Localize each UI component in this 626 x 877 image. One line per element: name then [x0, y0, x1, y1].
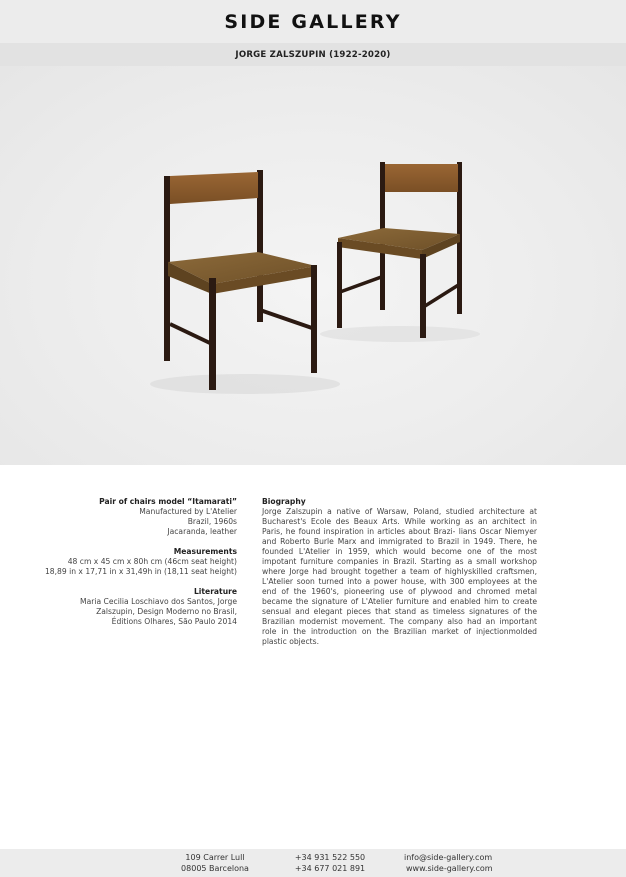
- phone-link[interactable]: +34 931 522 550: [294, 853, 366, 862]
- footer-contact: [404, 853, 514, 874]
- biography-text: Jorge Zalszupin a native of Warsaw, Poland, studied architecture at Bucharest's Ecole des Beaux Arts. While working as an architect in Paris, he found inspiration in articles about Brazi- lians Oscar Niemyer and Roberto Burle Marx and immigrated to Brazil in 1949. There, he founded L'Atelier in 1959, which would become one of the most impotant furniture companies in Brazil. Starting as a small workshop where Jorge had brought together a team of highlyskilled craftsmen, L'Atelier soon turned into a power house, with 300 employees at the end of the 1960's, pioneering use of plywood and chromed metal became the signature of L'Atelier furniture and enabled him to create sensual and elegant pieces that stand as timeless signatures of the Brazilian modernist movement. The company also had an important role in the introduction on the Brazilian market of injectionmolded plastic objects.: [262, 507, 537, 646]
- shadow-right: [320, 326, 480, 342]
- measurements-cm: 48 cm x 45 cm x 80h cm (46cm seat height): [67, 557, 237, 566]
- email-link[interactable]: info@side-gallery.com: [404, 853, 493, 862]
- designer-bar: [0, 43, 626, 66]
- footer-address: [170, 853, 260, 874]
- shadow-left: [150, 374, 340, 394]
- product-details: [20, 497, 237, 627]
- biography-heading: Biography: [262, 497, 306, 506]
- literature-line: Maria Cecilia Loschiavo dos Santos, Jorge: [80, 597, 237, 606]
- manufacturer: Manufactured by L'Atelier: [139, 507, 237, 516]
- measurements-in: 18,89 in x 17,71 in x 31,49h in (18,11 seat height): [44, 567, 237, 576]
- chair-left: [164, 170, 317, 390]
- measurements-heading: Measurements: [173, 547, 237, 556]
- header-bar: [0, 0, 626, 43]
- footer-phones: [288, 853, 372, 874]
- address-line: 08005 Barcelona: [181, 863, 249, 873]
- product-title: Pair of chairs model “Itamarati”: [99, 497, 237, 506]
- chairs-illustration: [0, 66, 626, 465]
- website-link[interactable]: www.side-gallery.com: [406, 863, 493, 873]
- literature-line: Éditions Olhares, São Paulo 2014: [111, 617, 237, 626]
- chair-right: [337, 162, 462, 338]
- product-photo: [0, 66, 626, 465]
- phone-link[interactable]: +34 677 021 891: [294, 863, 366, 873]
- footer-bar: [0, 849, 626, 877]
- address-line: 109 Carrer Lull: [185, 853, 245, 862]
- literature-line: Zalszupin, Design Moderno no Brasil,: [96, 607, 237, 616]
- biography-section: [262, 497, 537, 647]
- designer-name: JORGE ZALSZUPIN (1922-2020): [235, 49, 391, 60]
- brand-logo: SIDE GALLERY: [224, 10, 402, 33]
- literature-heading: Literature: [193, 587, 237, 596]
- materials: Jacaranda, leather: [167, 527, 237, 536]
- origin: Brazil, 1960s: [187, 517, 237, 526]
